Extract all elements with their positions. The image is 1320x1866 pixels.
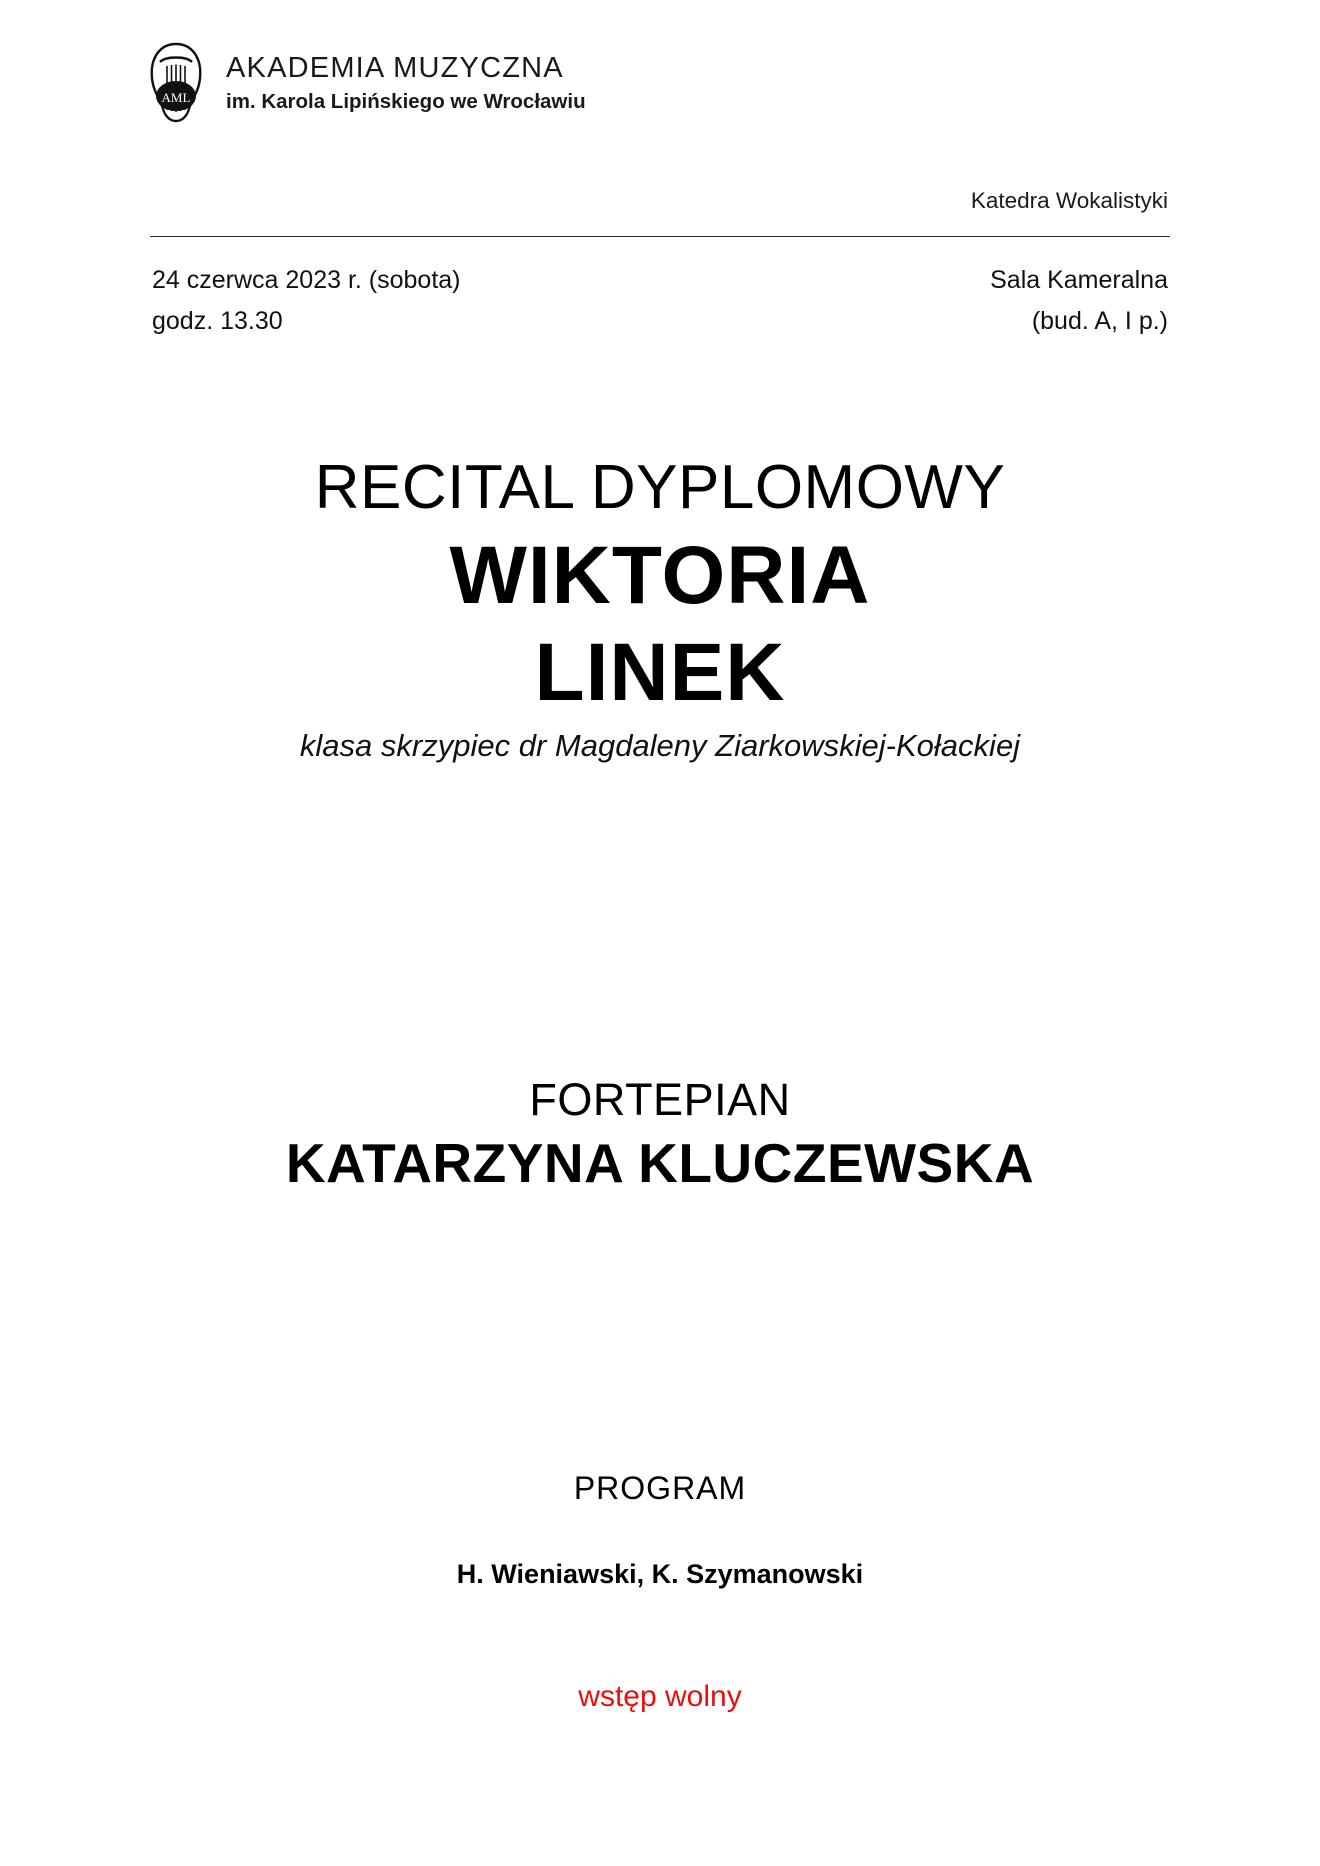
lyre-icon — [140, 38, 212, 130]
event-meta-row-1 — [152, 260, 1168, 301]
institution-name-line2: im. Karola Lipińskiego we Wrocławiu — [226, 90, 586, 114]
institution-name — [226, 38, 586, 115]
program-composers: H. Wieniawski, K. Szymanowski — [456, 1559, 864, 1589]
event-meta-row-2 — [152, 301, 1168, 342]
program-block — [150, 1470, 1170, 1590]
event-venue: Sala Kameralna — [990, 266, 1168, 294]
admission-note: wstęp wolny — [578, 1680, 742, 1713]
event-venue-detail: (bud. A, I p.) — [1031, 307, 1168, 336]
performer-first-name: WIKTORIA — [449, 530, 871, 622]
header-divider — [150, 236, 1170, 237]
event-date: 24 czerwca 2023 r. (sobota) — [152, 266, 461, 294]
performer-class-line: klasa skrzypiec dr Magdaleny Ziarkowskiej-Kołackiej — [299, 727, 1021, 763]
accompanist-name: KATARZYNA KLUCZEWSKA — [285, 1131, 1035, 1194]
event-kind: RECITAL DYPLOMOWY — [314, 453, 1006, 522]
accompanist-role: FORTEPIAN — [529, 1074, 791, 1125]
program-title: PROGRAM — [573, 1470, 747, 1506]
event-time: godz. 13.30 — [152, 307, 283, 336]
institution-logo-block — [140, 38, 586, 130]
event-meta — [152, 260, 1168, 343]
department-label: Katedra Wokalistyki — [970, 188, 1168, 213]
institution-name-line1: AKADEMIA MUZYCZNA — [226, 52, 564, 84]
performer-last-name: LINEK — [534, 626, 786, 718]
accompanist-block — [150, 1075, 1170, 1197]
svg-text:AML: AML — [161, 90, 191, 105]
event-main-title-block — [150, 455, 1170, 764]
